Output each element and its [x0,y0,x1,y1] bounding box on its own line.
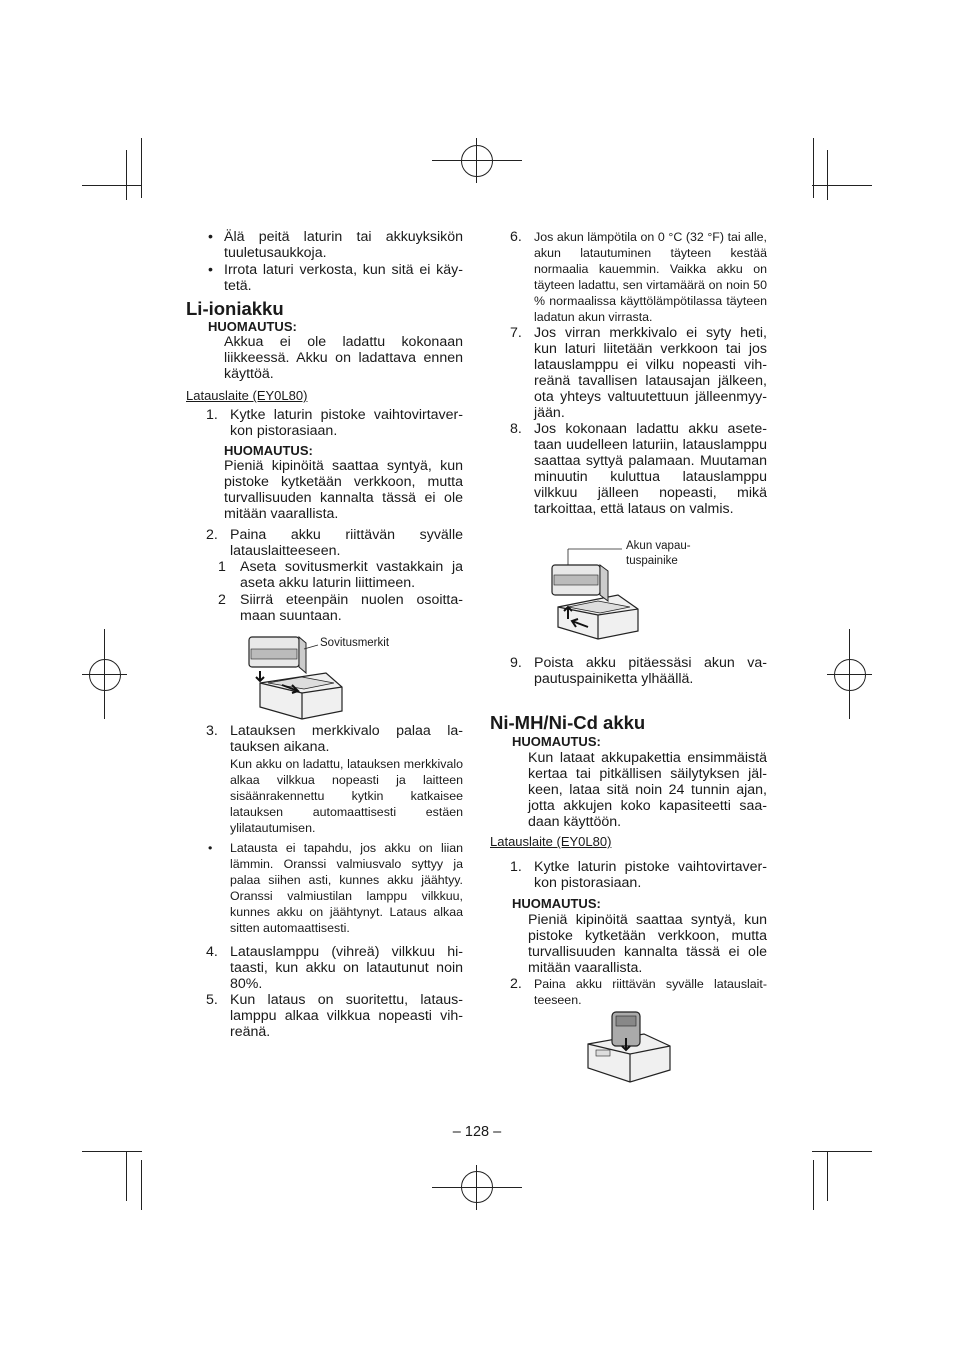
step-number: 2. [206,527,218,543]
step-number: 7. [510,325,522,341]
step-6 [510,229,767,326]
step-text: Kytke laturin pistoke vaihtovirtaverkon pistorasiaan. [534,859,767,892]
step-number: 6. [510,229,522,245]
section-heading: Ni-MH/Ni-Cd akku [490,712,646,733]
note-text: Kun lataat akkupakettia ensimmäistä kertaa tai pitkällisen säilytyksen jälkeen, lataa sitä noin 24 tunnin ajan, jotta akkujen koko kapasiteetti saadaan käyttöön. [528,750,767,831]
step-1 [206,407,463,439]
step-3-detail: Kun akku on ladattu, latauksen merkkivalo alkaa vilkkua nopeasti ja laitteen sisäänrakennettu kytkin katkaisee latauksen automaattisesti estäen ylilatautumisen. [230,757,463,836]
figure-label [626,539,691,569]
note-text: Pieniä kipinöitä saattaa syntyä, kun pistoke kytketään verkkoon, mutta turvallisuuden kannalta tässä ei ole mitään vaarallista. [224,458,463,523]
step-7 [510,325,767,422]
section-heading: Li-ioniakku [186,298,284,319]
bullet-list [206,229,463,294]
bullet-text: Irrota laturi verkosta, kun sitä ei käytetä. [224,262,463,295]
step-number: 2. [510,976,522,992]
list-item: • Älä peitä laturin tai akkuyksikön tuuletusaukkoja. [208,229,463,262]
step-number: 5. [206,992,218,1008]
step-text: Jos akun lämpötila on 0 °C (32 °F) tai alle, akun latautuminen täyteen kestää normaalia kauemmin. Vaikka akku on täyteen ladattu, sen virtamäärä on noin 50 % normaalissa käyttölämpötilassa täyteen ladatun akun virrasta. [534,230,767,325]
note-text: Pieniä kipinöitä saattaa syntyä, kun pistoke kytketään verkkoon, mutta turvallisuuden kannalta tässä ei ole mitään vaarallista. [528,912,767,977]
step-text: Aseta sovitusmerkit vastakkain ja aseta akku laturin liittimeen. [240,559,463,592]
bullet-text: Älä peitä laturin tai akkuyksikön tuuletusaukkoja. [224,229,463,262]
battery-release-figure [548,537,708,641]
note-label: HUOMAUTUS: [512,734,601,749]
step-number: 2 [218,592,226,608]
step-2 [510,976,767,1008]
step-text: Poista akku pitäessäsi akun vapautuspainiketta ylhäällä. [534,655,767,688]
sub-step-1 [218,559,463,591]
step-number: 1. [510,859,522,875]
bullet-text: Latausta ei tapahdu, jos akku on liian lämmin. Oranssi valmiusvalo syttyy ja palaa siihen asti, kunnes akku jäähtyy. Oranssi valmiustilan lamppu vilkkuu, kunnes akku on jäähtynyt. Lataus alkaa sitten automaattisesti. [230,841,463,936]
step-3 [206,723,463,755]
page-number: – 128 – [452,1124,502,1140]
note-label: HUOMAUTUS: [224,443,313,458]
note-text: Akkua ei ole ladattu kokonaan liikkeessä. Akku on ladattava ennen käyttöä. [224,334,463,383]
charger-model-link: Latauslaite (EY0L80) [490,834,612,849]
step-number: 1. [206,407,218,423]
charger-illustration [586,1008,672,1084]
step-5 [206,992,463,1040]
step-number: 1 [218,559,226,575]
step-text: Kun lataus on suoritettu, latauslamppu alkaa vilkkua nopeasti vihreänä. [230,992,463,1041]
step-text: Latauksen merkkivalo palaa latauksen aikana. [230,723,463,756]
list-item: • Irrota laturi verkosta, kun sitä ei käytetä. [208,262,463,295]
figure-label-line: Akun vapau- [626,540,691,552]
step-text: Kytke laturin pistoke vaihtovirtaverkon pistorasiaan. [230,407,463,440]
step-8 [510,421,767,518]
charger-battery-figure [246,631,406,723]
step-1 [510,859,767,891]
nimh-charger-figure [586,1008,672,1084]
step-number: 3. [206,723,218,739]
step-number: 9. [510,655,522,671]
figure-label: Sovitusmerkit [320,637,390,649]
figure-label-line: tuspainike [626,555,678,567]
step-4 [206,944,463,992]
step-9 [510,655,767,687]
step-text: Siirrä eteenpäin nuolen osoittamaan suuntaan. [240,592,463,625]
step-text: Latauslamppu (vihreä) vilkkuu hitaasti, kun akku on latautunut noin 80%. [230,944,463,993]
sub-step-2 [218,592,463,624]
step-number: 8. [510,421,522,437]
step-text: Paina akku riittävän syvälle latauslaitteeseen. [230,527,463,560]
note-label: HUOMAUTUS: [208,319,297,334]
step-text: Jos kokonaan ladattu akku asetetaan uudelleen laturiin, latauslamppu saattaa syttyä palamaan. Muutaman minuutin kuluttua latauslamppu vilkkuu jälleen nopeasti, mikä tarkoittaa, että lataus on valmis. [534,421,767,518]
note-label: HUOMAUTUS: [512,896,601,911]
bullet-item: • Latausta ei tapahdu, jos akku on liian lämmin. Oranssi valmiusvalo syttyy ja palaa siihen asti, kunnes akku jäähtyy. Oranssi valmiustilan lamppu vilkkuu, kunnes akku on jäähtynyt. Lataus alkaa sitten automaattisesti. [208,841,463,936]
step-text: Paina akku riittävän syvälle latauslaitteeseen. [534,977,767,1008]
step-number: 4. [206,944,218,960]
step-2 [206,527,463,559]
charger-model-link: Latauslaite (EY0L80) [186,388,308,403]
step-text: Jos virran merkkivalo ei syty heti, kun laturi liitetään verkkoon tai jos latauslamppu ei vilku nopeasti vihreänä tavallisen latausajan jälkeen, ota yhteys valtuutettuun jälleenmyyjään. [534,325,767,422]
